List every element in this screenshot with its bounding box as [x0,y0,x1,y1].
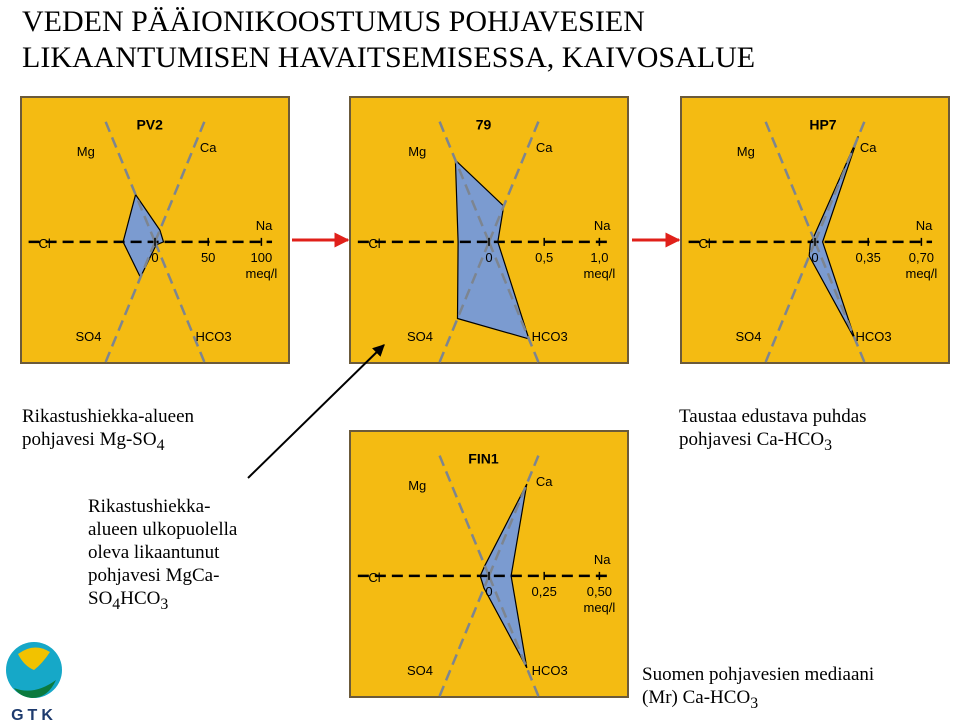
axis-label-hco3-2: HCO3 [855,328,892,344]
tick-label-2-0: 0 [811,249,819,265]
caption-pv2-text: Rikastushiekka-alueen pohjavesi Mg-SO [22,406,195,450]
unit-label-1: meq/l [583,265,616,281]
caption-fin1-text: Suomen pohjavesien mediaani (Mr) Ca-HCO [642,664,875,708]
tick-label-1-0: 0 [485,249,493,265]
radar-axis-so4-3 [438,576,489,701]
radar-axis-mg-2 [766,122,815,242]
panel-title-3: FIN1 [468,450,499,467]
axis-label-so4-3: SO4 [406,662,434,678]
caption-fin1-sub: 3 [750,694,759,712]
tick-label-1-2: 1,0 [590,249,609,265]
tick-label-0-1: 50 [200,249,216,265]
caption-fin1 [642,640,874,715]
radar-axis-mg-3 [438,451,489,576]
axis-label-cl-2: Cl [698,235,711,251]
diagram-panel-79 [349,96,629,364]
caption-79-text: Rikastushiekka- alueen ulkopuolella oleva likaantunut pohjavesi MgCa- SO [88,496,238,609]
unit-label-2: meq/l [905,265,938,281]
axis-label-cl-1: Cl [368,235,381,251]
radar-axis-ca-0 [155,122,204,242]
caption-hp7 [679,382,867,457]
axis-label-mg-3: Mg [408,478,427,494]
axis-label-mg-2: Mg [736,144,755,160]
caption-hp7-text: Taustaa edustava puhdas pohjavesi Ca-HCO [679,406,867,450]
caption-pv2 [22,382,194,457]
tick-label-0-0: 0 [151,249,159,265]
unit-label-0: meq/l [245,265,278,281]
axis-label-mg-0: Mg [76,144,95,160]
panel-title-1: 79 [475,116,492,133]
tick-label-1-1: 0,5 [535,249,554,265]
panel-title-2: HP7 [809,116,837,133]
caption-pv2-sub: 4 [156,436,165,454]
gtk-logo-text: GTK [11,707,57,722]
caption-hp7-sub: 3 [824,436,833,454]
axis-label-so4-0: SO4 [75,328,102,344]
caption-79-sub2: 3 [160,595,169,613]
axis-label-ca-2: Ca [859,140,877,156]
tick-label-3-2: 0,50 [586,583,613,599]
tick-label-2-1: 0,35 [855,249,881,265]
axis-label-cl-0: Cl [38,235,51,251]
axis-label-na-3: Na [593,551,611,567]
caption-79-mid: HCO [120,588,161,609]
radar-axis-ca-1 [489,117,540,242]
axis-label-so4-1: SO4 [406,328,434,344]
axis-label-hco3-0: HCO3 [195,328,232,344]
unit-label-3: meq/l [583,599,616,615]
axis-label-hco3-1: HCO3 [531,328,568,344]
panel-title-0: PV2 [136,116,163,133]
axis-label-mg-1: Mg [408,144,427,160]
radar-svg-2 [682,98,948,362]
axis-label-na-0: Na [255,217,273,233]
radar-svg-3 [351,432,627,696]
diagram-panel-fin1 [349,430,629,698]
radar-axis-hco3-0 [155,242,204,362]
tick-label-3-0: 0 [485,583,493,599]
axis-label-cl-3: Cl [368,569,381,585]
tick-label-2-2: 0,70 [908,249,935,265]
diagram-panel-hp7 [680,96,950,364]
axis-label-na-1: Na [593,217,611,233]
radar-axis-so4-2 [766,242,815,362]
axis-label-ca-1: Ca [535,140,553,156]
axis-label-ca-0: Ca [199,140,217,156]
caption-79 [88,472,237,616]
radar-svg-1 [351,98,627,362]
axis-label-hco3-3: HCO3 [531,662,568,678]
radar-axis-so4-0 [106,242,155,362]
page-title: VEDEN PÄÄIONIKOOSTUMUS POHJAVESIEN LIKAANTUMISEN HAVAITSEMISESSA, KAIVOSALUE [22,5,756,74]
axis-label-na-2: Na [915,217,933,233]
gtk-logo [4,640,64,722]
axis-label-so4-2: SO4 [735,328,762,344]
tick-label-0-2: 100 [250,249,273,265]
axis-label-ca-3: Ca [535,474,553,490]
tick-label-3-1: 0,25 [531,583,557,599]
radar-svg-0 [22,98,288,362]
diagram-panel-pv2 [20,96,290,364]
caption-79-sub1: 4 [112,595,121,613]
